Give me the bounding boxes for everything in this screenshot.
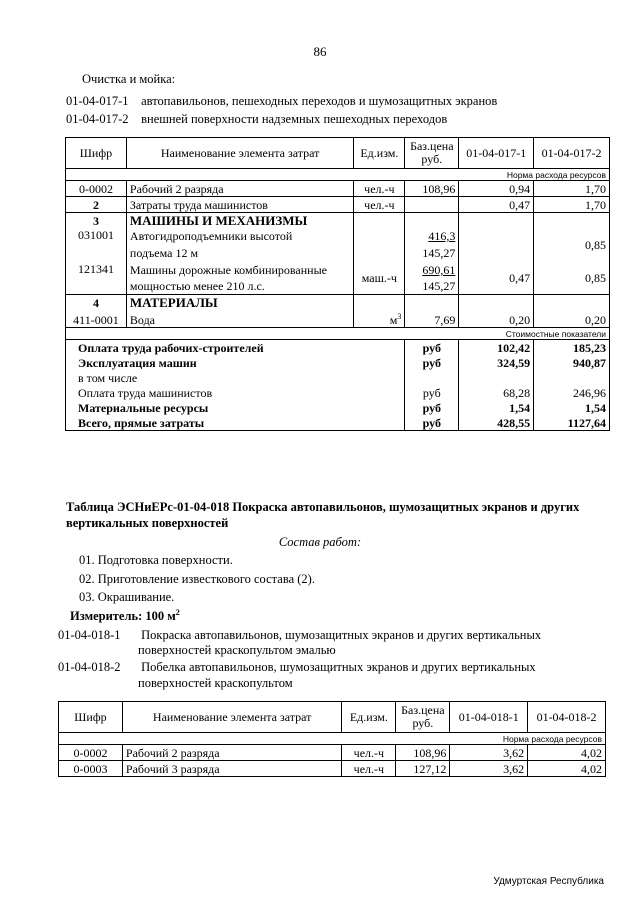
cell-name: Рабочий 2 разряда [126, 181, 353, 197]
cell-unit: чел.-ч [342, 745, 396, 761]
col-header-price: Баз.цена руб. [405, 138, 459, 169]
cell-unit: чел.-ч [354, 181, 405, 197]
work-item-017-1 [66, 94, 497, 109]
price-line: 690,61 [422, 263, 456, 277]
cost-c2 [534, 370, 610, 385]
cost-c1: 68,28 [459, 385, 534, 400]
cell-c2: 1,70 [534, 181, 610, 197]
name-line: Автогидроподъемники высотой [129, 229, 293, 243]
cell-c2: 4,02 [528, 745, 606, 761]
cost-name: Оплата труда рабочих-строителей [66, 340, 405, 356]
cell-unit: маш.-ч [354, 262, 405, 295]
cost-row [66, 370, 610, 385]
cell-c2: 0,85 [534, 228, 610, 262]
work-text-cont: поверхностей краскопультом [138, 676, 293, 690]
col-header-name: Наименование элемента затрат [126, 138, 353, 169]
cell-cipher: 0-0002 [66, 181, 127, 197]
cost-name: Эксплуатация машин [66, 355, 405, 370]
cell-name [126, 262, 353, 295]
cost-name: Всего, прямые затраты [66, 415, 405, 431]
col-header-cipher: Шифр [59, 702, 123, 733]
cell-unit [354, 310, 405, 328]
page-number: 86 [313, 44, 327, 59]
cost-name: в том числе [66, 370, 405, 385]
col-header-c1: 01-04-018-1 [450, 702, 528, 733]
work-text: Покраска автопавильонов, шумозащитных экранов и других вертикальных [141, 628, 542, 642]
cell-cipher: 411-0001 [66, 310, 127, 328]
work-code: 01-04-017-1 [66, 94, 129, 108]
cell-c1: 3,62 [450, 761, 528, 777]
work-code: 01-04-018-2 [58, 660, 121, 674]
cost-c2: 246,96 [534, 385, 610, 400]
price-line: 416,3 [428, 229, 456, 243]
cell-c2: 1,70 [534, 197, 610, 213]
table-row [66, 262, 610, 295]
cell-c1: 3,62 [450, 745, 528, 761]
unit-sup: 3 [397, 312, 402, 321]
measure-label [70, 608, 180, 624]
cell-c2: 0,85 [534, 262, 610, 295]
cell-cipher: 3 [66, 213, 127, 229]
cost-c2: 185,23 [534, 340, 610, 356]
work-code: 01-04-017-2 [66, 112, 129, 126]
section-title: МАТЕРИАЛЫ [126, 295, 353, 311]
cost-unit: руб [405, 340, 459, 356]
cost-unit: руб [405, 355, 459, 370]
cell-name: Рабочий 2 разряда [122, 745, 341, 761]
cell-c1: 0,94 [459, 181, 534, 197]
col-header-unit: Ед.изм. [354, 138, 405, 169]
cell-unit: чел.-ч [354, 197, 405, 213]
work-item-017-2 [66, 112, 447, 127]
cost-row [66, 385, 610, 400]
cell-cipher: 4 [66, 295, 127, 311]
norm-label: Норма расхода ресурсов [59, 733, 606, 745]
table-row [66, 310, 610, 328]
col-header-c1: 01-04-017-1 [459, 138, 534, 169]
table-title-line2: вертикальных поверхностей [66, 516, 229, 530]
cell-c1: 0,20 [459, 310, 534, 328]
cell-unit: чел.-ч [342, 761, 396, 777]
cell-price: 127,12 [396, 761, 450, 777]
unit-text: м [389, 313, 398, 327]
measure-sup: 2 [175, 608, 180, 617]
resource-table-017 [65, 137, 610, 431]
work-text: внешней поверхности надземных пешеходных переходов [141, 112, 448, 126]
cell-price [405, 197, 459, 213]
cell-price: 108,96 [405, 181, 459, 197]
section-row-machines [66, 213, 610, 229]
cell-cipher: 0-0003 [59, 761, 123, 777]
section-title: МАШИНЫ И МЕХАНИЗМЫ [126, 213, 353, 229]
work-step: 03. Окрашивание. [79, 590, 175, 604]
cost-c2: 940,87 [534, 355, 610, 370]
cell-name: Затраты труда машинистов [126, 197, 353, 213]
col-header-c2: 01-04-017-2 [534, 138, 610, 169]
cost-row [66, 415, 610, 431]
cell-cipher: 031001 [66, 228, 127, 262]
cost-c1: 102,42 [459, 340, 534, 356]
table-header-row [66, 138, 610, 169]
cell-price [405, 262, 459, 295]
work-code: 01-04-018-1 [58, 628, 121, 642]
section-heading: Очистка и мойка: [82, 72, 176, 86]
col-header-price: Баз.цена руб. [396, 702, 450, 733]
col-header-c2: 01-04-018-2 [528, 702, 606, 733]
cost-c1: 324,59 [459, 355, 534, 370]
cell-name: Вода [126, 310, 353, 328]
cost-c2: 1,54 [534, 400, 610, 415]
cost-row [66, 340, 610, 356]
cell-price [405, 228, 459, 262]
cost-c1: 1,54 [459, 400, 534, 415]
cost-c2: 1127,64 [534, 415, 610, 431]
cost-name: Оплата труда машинистов [66, 385, 405, 400]
col-header-name: Наименование элемента затрат [122, 702, 341, 733]
work-text: Побелка автопавильонов, шумозащитных экранов и других вертикальных [141, 660, 536, 674]
cost-unit: руб [405, 400, 459, 415]
price-line: 145,27 [422, 246, 456, 260]
cost-unit: руб [405, 415, 459, 431]
cell-c2: 4,02 [528, 761, 606, 777]
table-row [66, 197, 610, 213]
cost-row [66, 355, 610, 370]
measure-text: Измеритель: 100 м [70, 609, 176, 624]
cell-cipher: 2 [66, 197, 127, 213]
cost-c1: 428,55 [459, 415, 534, 431]
norm-label-row [59, 733, 606, 745]
cost-label: Стоимостные показатели [66, 328, 610, 340]
cost-unit [405, 370, 459, 385]
works-title: Состав работ: [278, 535, 362, 549]
norm-label: Норма расхода ресурсов [66, 169, 610, 181]
cell-cipher: 121341 [66, 262, 127, 295]
work-text: автопавильонов, пешеходных переходов и шумозащитных экранов [141, 94, 498, 108]
resource-table-018 [58, 701, 606, 777]
table-row [59, 745, 606, 761]
work-item-018-2 [58, 660, 536, 675]
cell-name: Рабочий 3 разряда [122, 761, 341, 777]
name-line: подъема 12 м [129, 246, 199, 260]
norm-label-row [66, 169, 610, 181]
table-row [66, 181, 610, 197]
name-line: мощностью менее 210 л.с. [129, 279, 265, 293]
table-row [59, 761, 606, 777]
work-item-018-1 [58, 628, 541, 643]
col-header-cipher: Шифр [66, 138, 127, 169]
work-step: 01. Подготовка поверхности. [79, 553, 233, 567]
footer-region: Удмуртская Республика [493, 876, 604, 887]
cell-c1: 0,47 [459, 197, 534, 213]
cell-name [126, 228, 353, 262]
cell-c2: 0,20 [534, 310, 610, 328]
price-line: 145,27 [422, 279, 456, 293]
cell-c1: 0,47 [459, 262, 534, 295]
cost-name: Материальные ресурсы [66, 400, 405, 415]
cost-c1 [459, 370, 534, 385]
table-title-line1: Таблица ЭСНиЕРс-01-04-018 Покраска автопавильонов, шумозащитных экранов и других [66, 500, 580, 514]
work-text-cont: поверхностей краскопультом эмалью [138, 643, 336, 657]
col-header-unit: Ед.изм. [342, 702, 396, 733]
table-header-row [59, 702, 606, 733]
cell-cipher: 0-0002 [59, 745, 123, 761]
cost-unit: руб [405, 385, 459, 400]
cost-row [66, 400, 610, 415]
cell-price: 108,96 [396, 745, 450, 761]
work-step: 02. Приготовление известкового состава (2). [79, 572, 315, 586]
cell-price: 7,69 [405, 310, 459, 328]
section-row-materials [66, 295, 610, 311]
cost-label-row [66, 328, 610, 340]
table-row [66, 228, 610, 262]
name-line: Машины дорожные комбинированные [129, 263, 327, 277]
